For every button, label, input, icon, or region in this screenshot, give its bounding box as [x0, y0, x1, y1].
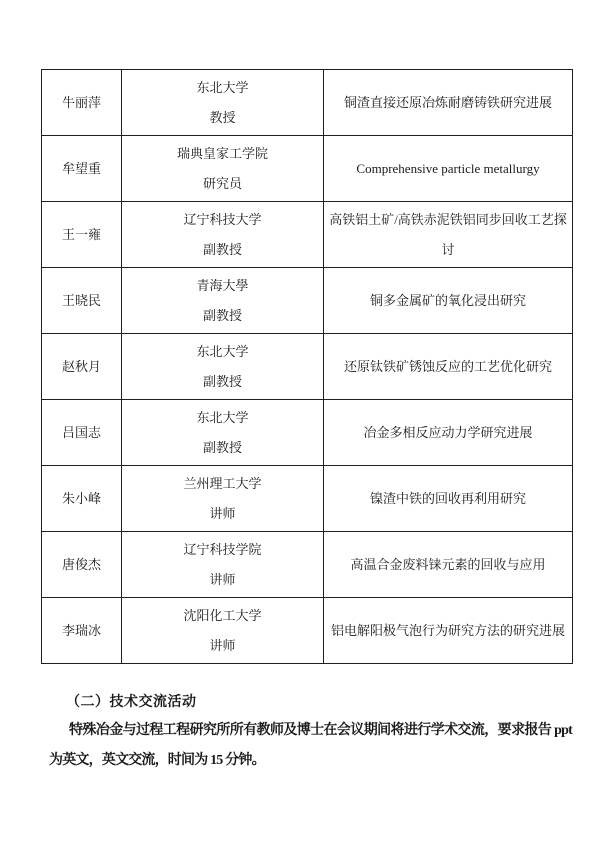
topic-cell: 还原钛铁矿锈蚀反应的工艺优化研究	[324, 334, 573, 400]
table-row	[42, 70, 573, 136]
topic-cell: 高铁铝土矿/高铁赤泥铁铝同步回收工艺探讨	[324, 202, 573, 268]
presenter-name-cell: 唐俊杰	[42, 532, 122, 598]
topic-cell: 铝电解阳极气泡行为研究方法的研究进展	[324, 598, 573, 664]
affiliation-text: 兰州理工大学	[183, 475, 262, 491]
topic-cell: 高温合金废料铼元素的回收与应用	[324, 532, 573, 598]
section-paragraph: 特殊冶金与过程工程研究所所有教师及博士在会议期间将进行学术交流，要求报告 ppt 为英文，英文交流，时间为 15 分钟。	[49, 723, 572, 768]
presenter-name-cell: 吕国志	[42, 400, 122, 466]
job-title-text: 研究员	[202, 175, 242, 191]
affiliation-text: 东北大学	[196, 79, 249, 95]
job-title-text: 副教授	[202, 307, 242, 323]
table-row	[42, 400, 573, 466]
affiliation-cell	[122, 466, 324, 532]
topic-cell: 镍渣中铁的回收再利用研究	[324, 466, 573, 532]
job-title-text: 副教授	[202, 241, 242, 257]
topic-cell: 铜渣直接还原冶炼耐磨铸铁研究进展	[324, 70, 573, 136]
affiliation-cell	[122, 532, 324, 598]
job-title-text: 讲师	[209, 637, 236, 653]
presenter-name-cell: 王晓民	[42, 268, 122, 334]
table-row	[42, 532, 573, 598]
affiliation-cell	[122, 598, 324, 664]
affiliation-cell	[122, 400, 324, 466]
presenter-name-cell: 赵秋月	[42, 334, 122, 400]
presenter-name-cell: 李瑞冰	[42, 598, 122, 664]
table-row	[42, 466, 573, 532]
topic-cell: 铜多金属矿的氧化浸出研究	[324, 268, 573, 334]
affiliation-text: 辽宁科技学院	[183, 541, 262, 557]
section-heading: （二）技术交流活动	[66, 695, 197, 710]
affiliation-cell	[122, 334, 324, 400]
affiliation-text: 青海大學	[196, 277, 249, 293]
job-title-text: 讲师	[209, 571, 236, 587]
table-row	[42, 268, 573, 334]
job-title-text: 教授	[209, 109, 236, 125]
table-row	[42, 598, 573, 664]
job-title-text: 副教授	[202, 373, 242, 389]
table-row	[42, 202, 573, 268]
topic-cell: Comprehensive particle metallurgy	[324, 136, 573, 202]
table-row	[42, 334, 573, 400]
table-row	[42, 136, 573, 202]
presenter-name-cell: 王一雍	[42, 202, 122, 268]
affiliation-cell	[122, 268, 324, 334]
affiliation-text: 瑞典皇家工学院	[176, 145, 268, 161]
affiliation-cell	[122, 70, 324, 136]
topic-cell: 冶金多相反应动力学研究进展	[324, 400, 573, 466]
affiliation-cell	[122, 136, 324, 202]
affiliation-text: 沈阳化工大学	[183, 607, 262, 623]
affiliation-text: 东北大学	[196, 409, 249, 425]
presenter-name-cell: 牛丽萍	[42, 70, 122, 136]
job-title-text: 副教授	[202, 439, 242, 455]
presenter-name-cell: 朱小峰	[42, 466, 122, 532]
presenter-name-cell: 牟望重	[42, 136, 122, 202]
presenter-table	[41, 69, 573, 664]
affiliation-text: 东北大学	[196, 343, 249, 359]
job-title-text: 讲师	[209, 505, 236, 521]
affiliation-text: 辽宁科技大学	[183, 211, 262, 227]
affiliation-cell	[122, 202, 324, 268]
